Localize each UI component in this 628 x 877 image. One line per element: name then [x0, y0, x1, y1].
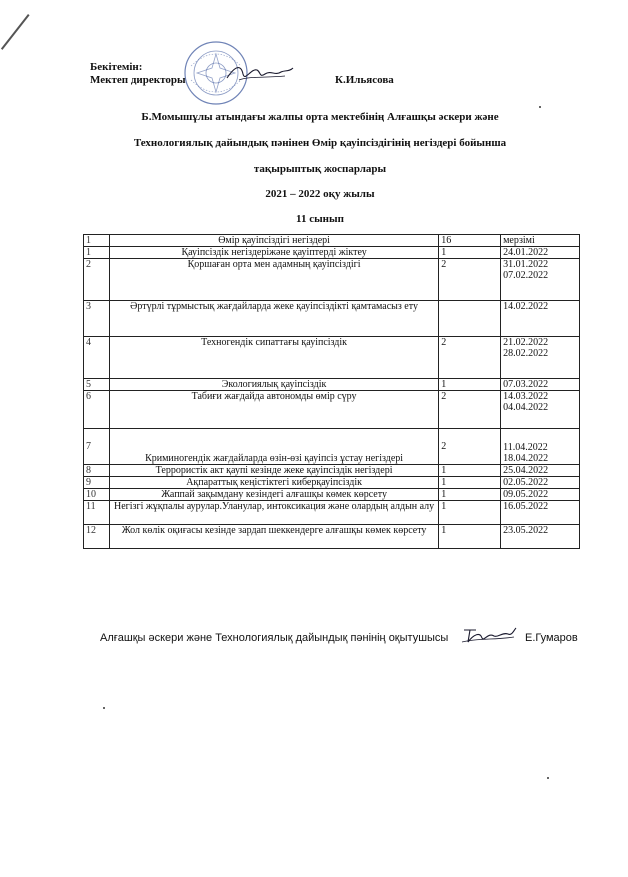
row-num: 5	[84, 379, 110, 391]
header-topic: Өмір қауіпсіздігі негіздері	[109, 235, 438, 247]
row-num: 4	[84, 337, 110, 379]
row-hours: 2	[439, 429, 501, 465]
scan-speck	[539, 106, 541, 108]
row-hours: 1	[439, 525, 501, 549]
row-num: 9	[84, 477, 110, 489]
row-hours: 2	[439, 337, 501, 379]
row-date: 11.04.2022 18.04.2022	[501, 429, 580, 465]
table-header-row	[84, 235, 580, 247]
row-hours: 1	[439, 489, 501, 501]
table-row	[84, 525, 580, 549]
row-num: 6	[84, 391, 110, 429]
row-date: 23.05.2022	[501, 525, 580, 549]
row-topic: Жол көлік оқиғасы кезінде зардап шеккендерге алғашқы көмек көрсету	[109, 525, 438, 549]
row-hours	[439, 301, 501, 337]
table-row	[84, 247, 580, 259]
table-row	[84, 259, 580, 301]
row-date: 25.04.2022	[501, 465, 580, 477]
row-date: 14.03.2022 04.04.2022	[501, 391, 580, 429]
row-topic: Негізгі жұқпалы аурулар.Уланулар, интоксикация және олардың алдын алу	[109, 501, 438, 525]
row-topic: Қоршаған орта мен адамның қауіпсіздігі	[109, 259, 438, 301]
row-date: 09.05.2022	[501, 489, 580, 501]
row-hours: 1	[439, 465, 501, 477]
row-num: 8	[84, 465, 110, 477]
row-num: 3	[84, 301, 110, 337]
row-hours: 1	[439, 379, 501, 391]
table-row	[84, 477, 580, 489]
row-topic: Криминогендік жағдайларда өзін-өзі қауіпсіз ұстау негіздері	[109, 429, 438, 465]
row-num: 2	[84, 259, 110, 301]
row-topic: Техногендік сипаттағы қауіпсіздік	[109, 337, 438, 379]
director-title: Мектеп директоры	[90, 74, 186, 86]
row-date: 21.02.2022 28.02.2022	[501, 337, 580, 379]
title-line-2: Технологиялық дайындық пәнінен Өмір қауіпсіздігінің негіздері бойынша	[133, 137, 507, 149]
row-num: 7	[84, 429, 110, 465]
scan-speck	[547, 777, 549, 779]
row-date: 02.05.2022	[501, 477, 580, 489]
table-row	[84, 501, 580, 525]
row-hours: 1	[439, 501, 501, 525]
row-date: 16.05.2022	[501, 501, 580, 525]
row-date: 14.02.2022	[501, 301, 580, 337]
row-num: 1	[84, 247, 110, 259]
row-date: 07.03.2022	[501, 379, 580, 391]
table-row	[84, 337, 580, 379]
title-line-1: Б.Момышұлы атындағы жалпы орта мектебінің Алғашқы әскери және	[141, 111, 499, 123]
thematic-plan-table	[83, 234, 580, 549]
row-topic: Әртүрлі тұрмыстық жағдайларда жеке қауіпсіздікті қамтамасыз ету	[109, 301, 438, 337]
table-row	[84, 465, 580, 477]
header-date: мерзімі	[501, 235, 580, 247]
row-hours: 2	[439, 391, 501, 429]
row-num: 12	[84, 525, 110, 549]
table-row	[84, 379, 580, 391]
row-date: 24.01.2022	[501, 247, 580, 259]
approval-block	[90, 61, 394, 87]
row-hours: 1	[439, 477, 501, 489]
grade-label: 11 сынып	[296, 213, 344, 225]
teacher-name: Е.Гумаров	[525, 632, 578, 644]
row-topic: Экологиялық қауіпсіздік	[109, 379, 438, 391]
row-hours: 2	[439, 259, 501, 301]
director-name: К.Ильясова	[335, 74, 394, 86]
director-signature	[225, 62, 295, 84]
scan-speck	[103, 707, 105, 709]
approval-label: Бекітемін:	[90, 61, 143, 73]
row-hours: 1	[439, 247, 501, 259]
row-num: 11	[84, 501, 110, 525]
row-topic: Жаппай зақымдану кезіндегі алғашқы көмек көрсету	[109, 489, 438, 501]
row-num: 10	[84, 489, 110, 501]
row-topic: Қауіпсіздік негіздеріжәне қауіптерді жіктеу	[109, 247, 438, 259]
academic-year: 2021 – 2022 оқу жылы	[265, 188, 375, 200]
teacher-signature	[460, 624, 518, 646]
title-line-3: тақырыптық жоспарлары	[253, 163, 387, 175]
row-date: 31.01.2022 07.02.2022	[501, 259, 580, 301]
table-row	[84, 429, 580, 465]
row-topic: Табиғи жағдайда автономды өмір сүру	[109, 391, 438, 429]
row-topic: Ақпараттық кеңістіктегі киберқауіпсіздік	[109, 477, 438, 489]
teacher-label: Алғашқы әскери және Технологиялық дайындық пәнінің оқытушысы	[100, 632, 449, 644]
table-row	[84, 391, 580, 429]
header-hours: 16	[439, 235, 501, 247]
row-topic: Террористік акт қаупі кезінде жеке қауіпсіздік негіздері	[109, 465, 438, 477]
header-num: 1	[84, 235, 110, 247]
table-row	[84, 489, 580, 501]
table-row	[84, 301, 580, 337]
scan-edge-mark	[1, 14, 30, 50]
